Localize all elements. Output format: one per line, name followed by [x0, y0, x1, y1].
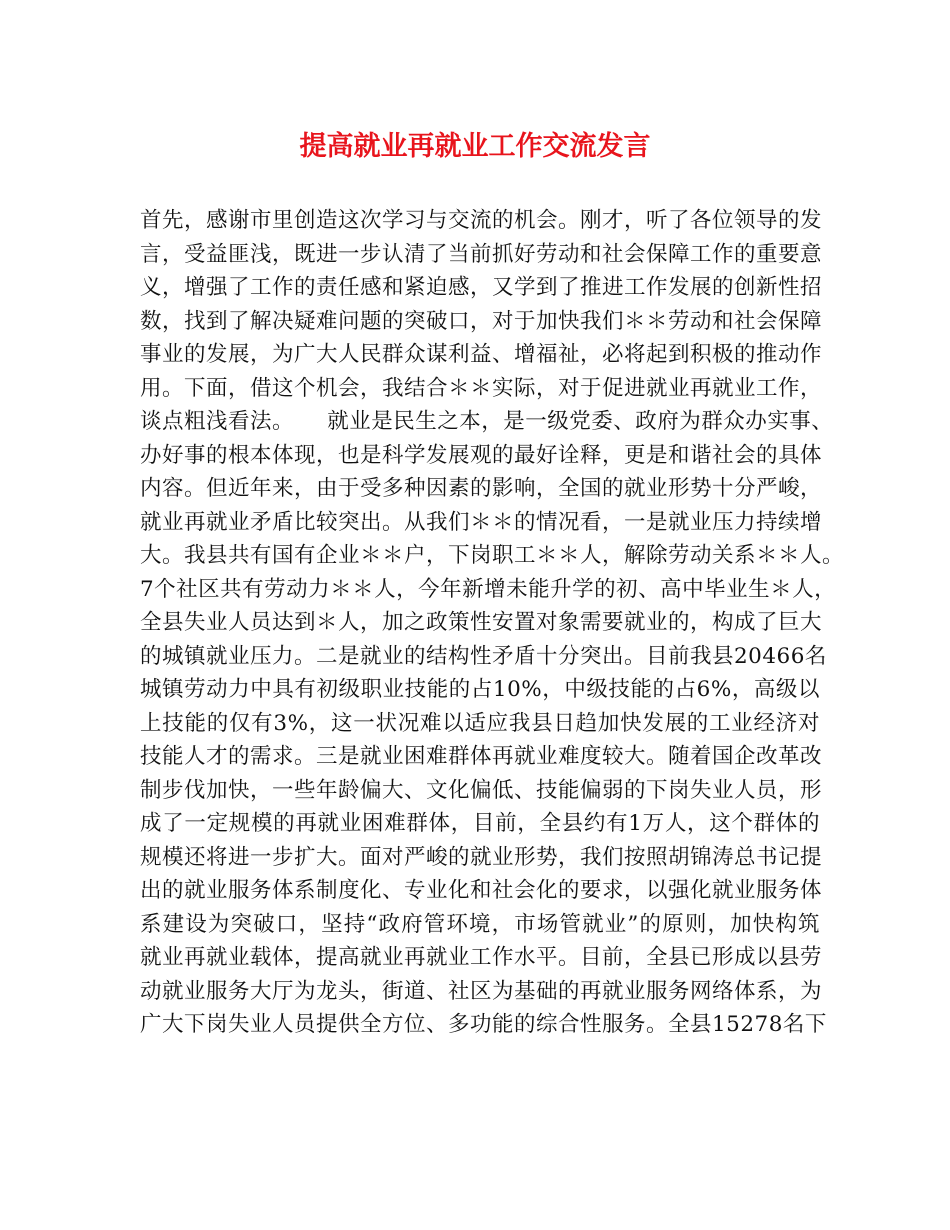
body-text-line: 广大下岗失业人员提供全方位、多功能的综合性服务。全县15278名下 — [140, 1012, 827, 1037]
body-text-line: 上技能的仅有3%，这一状况难以适应我县日趋加快发展的工业经济对 — [140, 710, 820, 736]
body-text-line: 规模还将进一步扩大。面对严峻的就业形势，我们按照胡锦涛总书记提 — [140, 844, 823, 870]
body-text-line: 全县失业人员达到＊人，加之政策性安置对象需要就业的，构成了巨大 — [140, 610, 823, 635]
body-text-line: 动就业服务大厅为龙头，街道、社区为基础的再就业服务网络体系，为 — [140, 978, 823, 1004]
body-text-line: 的城镇就业压力。二是就业的结构性矛盾十分突出。目前我县20466名 — [140, 643, 827, 669]
body-text-line: 系建设为突破口，坚持“政府管环境，市场管就业”的原则，加快构筑 — [140, 911, 820, 937]
body-text-line: 用。下面，借这个机会，我结合＊＊实际，对于促进就业再就业工作， — [140, 375, 823, 401]
body-text-line: 首先，感谢市里创造这次学习与交流的机会。刚才，听了各位领导的发 — [140, 208, 823, 233]
body-text-line: 成了一定规模的再就业困难群体，目前，全县约有1万人，这个群体的 — [140, 811, 820, 836]
body-text-line: 谈点粗浅看法。 就业是民生之本，是一级党委、政府为群众办实事、 — [140, 409, 834, 434]
body-text-line: 就业再就业载体，提高就业再就业工作水平。目前，全县已形成以县劳 — [140, 945, 823, 970]
body-text-line: 数，找到了解决疑难问题的突破口，对于加快我们＊＊劳动和社会保障 — [140, 308, 823, 334]
body-text-line: 就业再就业矛盾比较突出。从我们＊＊的情况看，一是就业压力持续增 — [140, 509, 823, 535]
body-text-line: 7个社区共有劳动力＊＊人，今年新增未能升学的初、高中毕业生＊人， — [140, 576, 837, 602]
body-text-line: 办好事的根本体现，也是科学发展观的最好诠释，更是和谐社会的具体 — [140, 442, 823, 468]
body-text-line: 制步伐加快，一些年龄偏大、文化偏低、技能偏弱的下岗失业人员，形 — [140, 777, 823, 803]
body-text-line: 义，增强了工作的责任感和紧迫感，又学到了推进工作发展的创新性招 — [140, 275, 823, 300]
body-text-line: 言，受益匪浅，既进一步认清了当前抓好劳动和社会保障工作的重要意 — [140, 241, 823, 267]
body-text-line: 城镇劳动力中具有初级职业技能的占10%，中级技能的占6%，高级以 — [140, 677, 820, 702]
body-text-line: 内容。但近年来，由于受多种因素的影响，全国的就业形势十分严峻， — [140, 476, 823, 501]
document-body — [140, 204, 845, 1042]
body-text-line: 技能人才的需求。三是就业困难群体再就业难度较大。随着国企改革改 — [140, 744, 823, 769]
body-text-line: 大。我县共有国有企业＊＊户，下岗职工＊＊人，解除劳动关系＊＊人。 — [140, 543, 845, 568]
document-title: 提高就业再就业工作交流发言 — [299, 131, 651, 162]
body-text-line: 出的就业服务体系制度化、专业化和社会化的要求，以强化就业服务体 — [140, 878, 823, 903]
body-text-line: 事业的发展，为广大人民群众谋利益、增福祉，必将起到积极的推动作 — [140, 342, 823, 367]
